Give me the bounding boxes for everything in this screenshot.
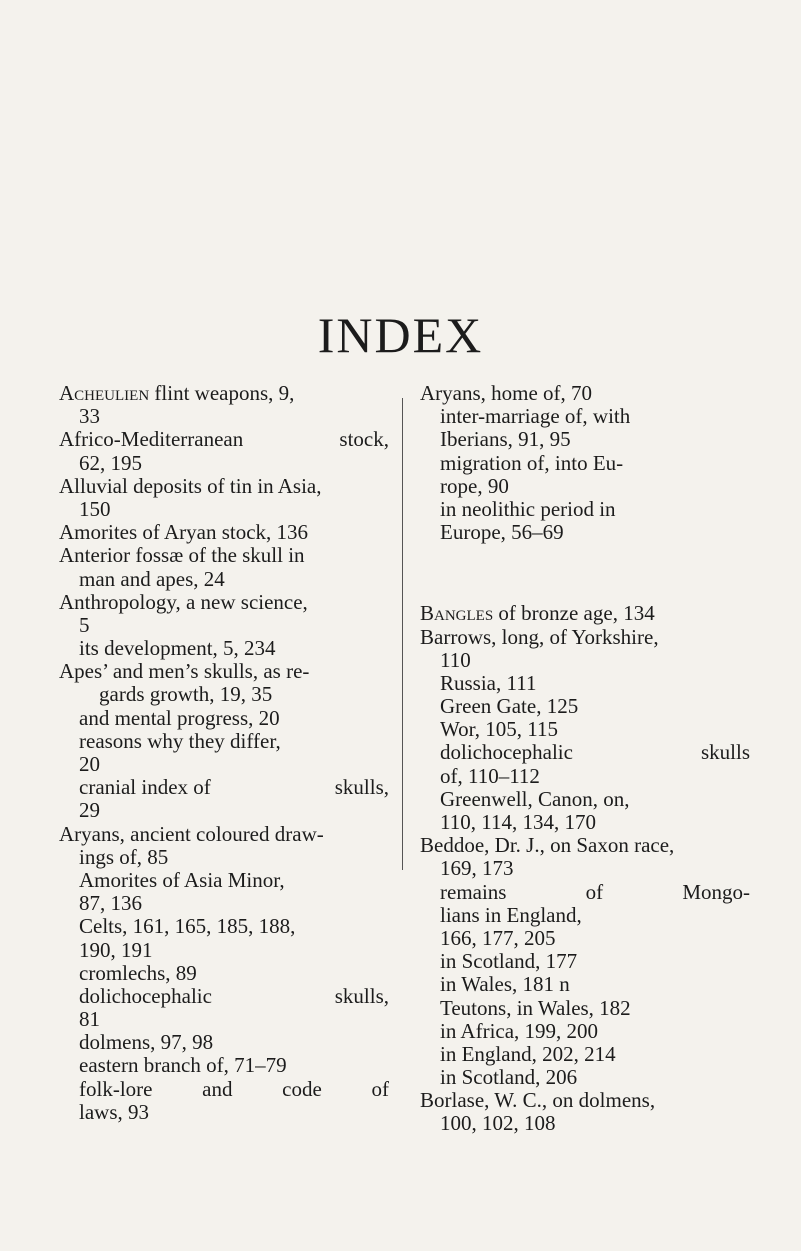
index-word: skulls: [700, 740, 750, 765]
index-line: Wor, 105, 115: [440, 717, 559, 742]
index-word: stock,: [339, 427, 389, 452]
index-line: Anthropology, a new science,: [59, 589, 308, 614]
index-line: 81: [79, 1007, 100, 1032]
index-line: Greenwell, Canon, on,: [440, 786, 630, 811]
index-line: in Africa, 199, 200: [440, 1018, 599, 1043]
index-line: inter-marriage of, with: [440, 404, 631, 429]
index-entry-text: flint weapons, 9,: [149, 381, 295, 405]
index-line: [59, 382, 389, 405]
index-lead-word: Acheulien: [59, 381, 150, 405]
index-word: code: [282, 1076, 322, 1101]
index-group-b: [420, 602, 750, 1135]
index-line: Aryans, home of, 70: [420, 381, 593, 405]
index-line: 20: [79, 752, 100, 776]
index-line: Apes’ and men’s skulls, as re-: [59, 659, 310, 684]
index-line: 190, 191: [79, 937, 153, 962]
index-line: Green Gate, 125: [440, 694, 579, 719]
index-line: in Scotland, 177: [440, 949, 578, 974]
index-line: in Wales, 181 n: [440, 972, 570, 997]
index-word: folk-lore: [79, 1076, 153, 1101]
index-line: Europe, 56–69: [440, 520, 564, 545]
index-line: man and apes, 24: [79, 566, 225, 591]
index-line: cromlechs, 89: [79, 960, 197, 985]
index-line: Teutons, in Wales, 182: [440, 995, 631, 1020]
index-line: Anterior fossæ of the skull in: [59, 543, 305, 568]
index-line: in neolithic period in: [440, 496, 616, 521]
index-line: ings of, 85: [79, 844, 169, 869]
index-line: 29: [79, 798, 100, 823]
page-title: INDEX: [317, 307, 484, 363]
index-group-a: [420, 382, 750, 544]
index-line: 169, 173: [440, 856, 514, 881]
index-line: [59, 1078, 389, 1101]
index-line: of, 110–112: [440, 763, 540, 788]
index-line: 62, 195: [79, 450, 142, 475]
index-word: dolichocephalic: [79, 983, 212, 1008]
index-line: laws, 93: [79, 1099, 149, 1124]
index-line: Russia, 111: [440, 670, 537, 695]
index-line: Iberians, 91, 95: [440, 427, 571, 452]
index-line: 150: [79, 496, 111, 521]
index-line: its development, 5, 234: [79, 636, 276, 661]
index-line: eastern branch of, 71–79: [79, 1053, 287, 1078]
index-line: 166, 177, 205: [440, 925, 556, 950]
index-line: dolmens, 97, 98: [79, 1030, 214, 1055]
index-lead-word: Bangles: [420, 601, 494, 626]
index-line: Amorites of Asia Minor,: [79, 867, 285, 892]
index-line: Borlase, W. C., on dolmens,: [420, 1088, 656, 1113]
index-line: [420, 881, 750, 904]
index-line: 100, 102, 108: [440, 1111, 556, 1136]
index-line: 110: [440, 647, 471, 672]
index-word: dolichocephalic: [440, 740, 573, 765]
index-line: 33: [79, 404, 100, 429]
index-line: Aryans, ancient coloured draw-: [59, 821, 324, 846]
index-line: Amorites of Aryan stock, 136: [59, 520, 309, 545]
section-gap: [420, 544, 750, 602]
index-column-right: [420, 382, 750, 1136]
index-line: rope, 90: [440, 473, 509, 498]
index-word: of: [585, 879, 604, 904]
index-line: [420, 602, 750, 625]
index-word: skulls,: [334, 775, 389, 800]
index-line: Beddoe, Dr. J., on Saxon race,: [420, 833, 675, 858]
index-line: in Scotland, 206: [440, 1065, 578, 1090]
index-word: cranial index of: [79, 775, 211, 800]
index-column-left: [59, 382, 389, 1124]
index-line: Celts, 161, 165, 185, 188,: [79, 914, 296, 939]
index-word: Africo-Mediterranean: [59, 427, 244, 452]
index-word: Mongo-: [682, 879, 750, 904]
index-line: 87, 136: [79, 891, 142, 916]
index-line: [59, 776, 389, 799]
index-line: [59, 428, 389, 451]
index-word: of: [371, 1076, 389, 1101]
index-word: and: [202, 1076, 233, 1101]
index-line: [420, 741, 750, 764]
index-word: remains: [440, 879, 507, 904]
index-line: Barrows, long, of Yorkshire,: [420, 624, 659, 649]
index-entry-text: of bronze age, 134: [493, 601, 655, 626]
index-word: skulls,: [334, 983, 389, 1008]
index-line: in England, 202, 214: [440, 1041, 616, 1066]
index-line: lians in England,: [440, 902, 582, 927]
index-line: and mental progress, 20: [79, 705, 280, 730]
index-line: migration of, into Eu-: [440, 450, 624, 475]
index-line: Alluvial deposits of tin in Asia,: [59, 473, 322, 498]
column-divider: [402, 398, 403, 870]
index-line: 5: [79, 612, 90, 637]
index-line: [59, 985, 389, 1008]
index-line: reasons why they differ,: [79, 728, 281, 753]
index-line: gards growth, 19, 35: [99, 682, 273, 707]
index-line: 110, 114, 134, 170: [440, 810, 596, 834]
